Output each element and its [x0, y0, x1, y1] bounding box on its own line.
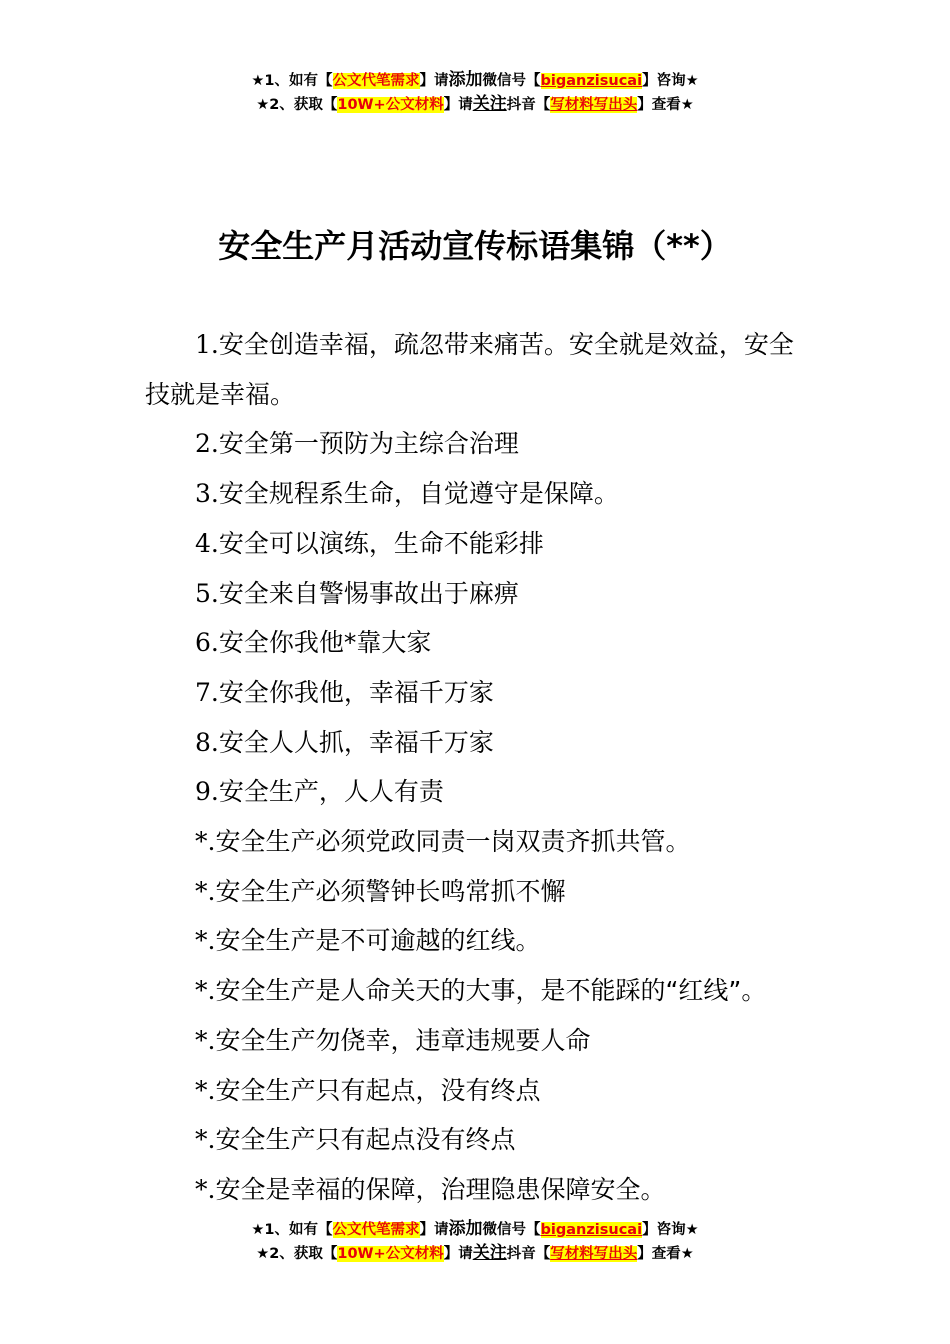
douyin-account-link[interactable]: 写材料写出头 — [550, 1246, 638, 1262]
list-item — [145, 419, 810, 469]
item-number: *. — [195, 1174, 216, 1204]
highlight-service: 公文代笔需求 — [332, 1222, 420, 1238]
list-item — [145, 718, 810, 768]
item-text: 安全规程系生命，自觉遵守是保障。 — [218, 479, 619, 509]
header-banner — [0, 68, 950, 116]
list-item — [145, 1165, 810, 1215]
banner-emphasis: 添加 — [448, 1219, 483, 1239]
list-item — [145, 569, 810, 619]
douyin-account-link[interactable]: 写材料写出头 — [550, 97, 638, 113]
highlight-materials: 10W+公文材料 — [337, 97, 444, 113]
banner-text: 】请 — [443, 1246, 473, 1262]
list-item — [145, 1115, 810, 1165]
banner-text: 】查看★ — [637, 1246, 694, 1262]
banner-text: 】咨询★ — [642, 73, 699, 89]
item-text: 安全生产只有起点没有终点 — [215, 1125, 516, 1155]
list-item — [145, 966, 810, 1016]
item-number: 4. — [195, 528, 219, 558]
item-number: 9. — [195, 777, 219, 807]
item-number: *. — [195, 1075, 216, 1105]
list-item — [145, 469, 810, 519]
list-item — [145, 1016, 810, 1066]
item-number: *. — [195, 976, 216, 1006]
list-item — [145, 320, 810, 419]
list-item — [145, 668, 810, 718]
item-number: 7. — [195, 677, 219, 707]
banner-emphasis: 关注 — [472, 94, 507, 114]
banner-text: 】请 — [419, 1222, 449, 1238]
item-text: 安全可以演练，生命不能彩排 — [218, 528, 544, 558]
highlight-service: 公文代笔需求 — [332, 73, 420, 89]
item-number: *. — [195, 1125, 216, 1155]
item-number: 2. — [195, 429, 219, 459]
banner-text: 微信号【 — [482, 1222, 541, 1238]
item-text: 安全人人抓，幸福千万家 — [218, 727, 494, 757]
header-banner-line-2 — [0, 92, 950, 116]
banner-emphasis: 添加 — [448, 70, 483, 90]
item-text: 安全来自警惕事故出于麻痹 — [218, 578, 519, 608]
list-item — [145, 817, 810, 867]
list-item — [145, 767, 810, 817]
banner-text: 】咨询★ — [642, 1222, 699, 1238]
item-text: 安全生产是不可逾越的红线。 — [215, 926, 541, 956]
item-number: 8. — [195, 727, 219, 757]
item-number: *. — [195, 876, 216, 906]
banner-text: 抖音【 — [506, 97, 551, 113]
item-text: 安全是幸福的保障，治理隐患保障安全。 — [215, 1174, 666, 1204]
item-text: 安全创造幸福，疏忽带来痛苦。安全就是效益，安全技就是幸福。 — [145, 330, 794, 409]
item-text: 安全你我他*靠大家 — [218, 628, 432, 658]
item-text: 安全生产必须警钟长鸣常抓不懈 — [215, 876, 566, 906]
footer-banner — [0, 1217, 950, 1265]
banner-text: ★2、获取【 — [256, 97, 338, 113]
highlight-materials: 10W+公文材料 — [337, 1246, 444, 1262]
footer-banner-line-2 — [0, 1241, 950, 1265]
item-number: *. — [195, 1025, 216, 1055]
list-item — [145, 916, 810, 966]
footer-banner-line-1 — [0, 1217, 950, 1241]
banner-text: ★1、如有【 — [251, 1222, 333, 1238]
item-number: *. — [195, 827, 216, 857]
document-title: 安全生产月活动宣传标语集锦（**） — [218, 227, 732, 265]
item-text: 安全生产必须党政同责一岗双责齐抓共管。 — [215, 827, 691, 857]
item-text: 安全生产，人人有责 — [218, 777, 444, 807]
item-number: 1. — [195, 330, 219, 359]
item-text: 安全生产是人命关天的大事，是不能踩的“红线”。 — [215, 976, 767, 1006]
item-number: 5. — [195, 578, 219, 608]
item-number: 3. — [195, 479, 219, 509]
list-item — [145, 618, 810, 668]
header-banner-line-1 — [0, 68, 950, 92]
banner-text: 】请 — [443, 97, 473, 113]
item-number: *. — [195, 926, 216, 956]
banner-emphasis: 关注 — [472, 1243, 507, 1263]
banner-text: ★1、如有【 — [251, 73, 333, 89]
list-item — [145, 1066, 810, 1116]
wechat-id-link[interactable]: biganzisucai — [540, 1222, 643, 1238]
item-number: 6. — [195, 628, 219, 658]
item-text: 安全第一预防为主综合治理 — [218, 429, 519, 459]
list-item — [145, 867, 810, 917]
wechat-id-link[interactable]: biganzisucai — [540, 73, 643, 89]
banner-text: ★2、获取【 — [256, 1246, 338, 1262]
banner-text: 】查看★ — [637, 97, 694, 113]
banner-text: 微信号【 — [482, 73, 541, 89]
banner-text: 】请 — [419, 73, 449, 89]
item-text: 安全生产只有起点，没有终点 — [215, 1075, 541, 1105]
banner-text: 抖音【 — [506, 1246, 551, 1262]
list-item — [145, 519, 810, 569]
item-text: 安全你我他，幸福千万家 — [218, 677, 494, 707]
document-body — [145, 320, 810, 1215]
item-text: 安全生产勿侥幸，违章违规要人命 — [215, 1025, 591, 1055]
